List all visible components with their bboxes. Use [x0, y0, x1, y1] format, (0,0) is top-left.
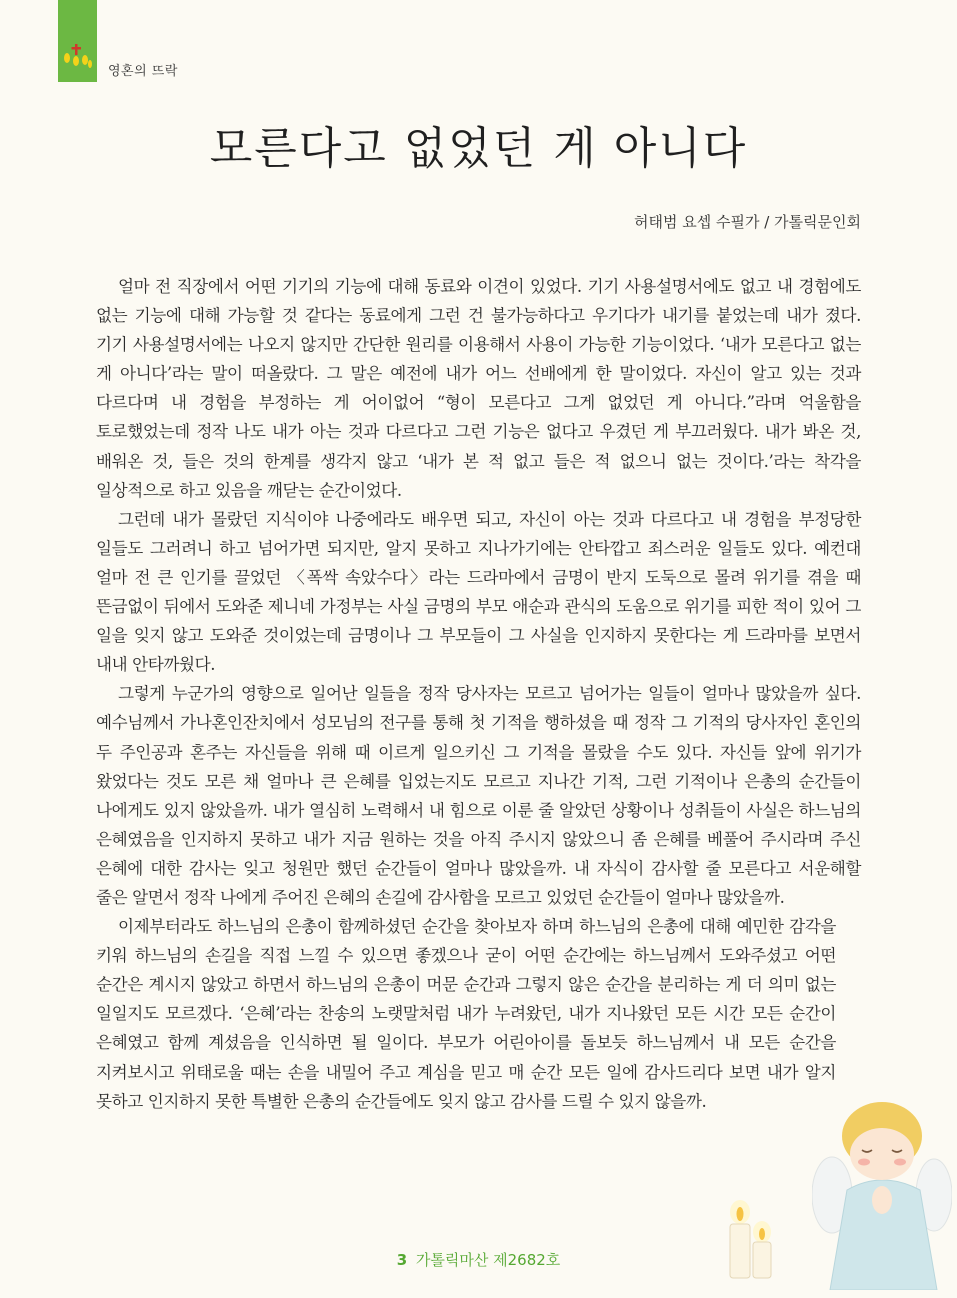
- publication-name: 가톨릭마산 제2682호: [415, 1251, 561, 1269]
- paragraph: 이제부터라도 하느님의 은총이 함께하셨던 순간을 찾아보자 하며 하느님의 은총에 대해 예민한 감각을 키워 하느님의 손길을 직접 느낄 수 있으면 좋겠으나 굳이 어떤 순간에는 하느님께서 도와주셨고 어떤 순간은 계시지 않았고 하면서 하느님의 은총이 머문 순간과 그렇지 않은 순간을 분리하는 게 더 의미 없는 일일지도 모르겠다. ‘은혜’라는 찬송의 노랫말처럼 내가 누려왔던, 내가 지나왔던 모든 시간 모든 순간이 은혜였고 함께 계셨음을 인식하면 될 일이다. 부모가 어린아이를 돌보듯 하느님께서 내 모든 순간을 지켜보시고 위태로울 때는 손을 내밀어 주고 계심을 믿고 매 순간 모든 일에 감사드리다 보면 내가 알지 못하고 인지하지 못한 특별한 은총의 순간들에도 잊지 않고 감사를 드릴 수 있지 않을까.: [96, 917, 836, 1111]
- page-title: 모른다고 없었던 게 아니다: [209, 123, 748, 174]
- page-number: 3: [396, 1251, 408, 1269]
- article-body: [96, 272, 861, 1116]
- paragraph: 그렇게 누군가의 영향으로 일어난 일들을 정작 당사자는 모르고 넘어가는 일들이 얼마나 많았을까 싶다. 예수님께서 가나혼인잔치에서 성모님의 전구를 통해 첫 기적을 행하셨을 때 정작 그 기적의 당사자인 혼인의 두 주인공과 혼주는 자신들을 위해 때 이르게 일으키신 그 기적을 몰랐을 수도 있다. 자신들 앞에 위기가 왔었다는 것도 모른 채 얼마나 큰 은혜를 입었는지도 모르고 지나간 기적, 그런 기적이나 은총의 순간들이 나에게도 있지 않았을까. 내가 열심히 노력해서 내 힘으로 이룬 줄 알았던 상황이나 성취들이 사실은 하느님의 은혜였음을 인지하지 못하고 내가 지금 원하는 것을 아직 주시지 않았으니 좀 은혜를 베풀어 주시라며 주신 은혜에 대한 감사는 잊고 청원만 했던 순간들이 얼마나 많았을까. 내 자식이 감사할 줄 모른다고 서운해할 줄은 알면서 정작 나에게 주어진 은혜의 손길에 감사함을 모르고 있었던 순간들이 얼마나 많았을까.: [96, 684, 861, 907]
- section-label: 영혼의 뜨락: [108, 64, 178, 79]
- paragraph: 그런데 내가 몰랐던 지식이야 나중에라도 배우면 되고, 자신이 아는 것과 다르다고 내 경험을 부정당한 일들도 그러려니 하고 넘어가면 되지만, 알지 못하고 지나가기에는 안타깝고 죄스러운 일들도 있다. 예컨대 얼마 전 큰 인기를 끌었던 〈폭싹 속았수다〉라는 드라마에서 금명이 반지 도둑으로 몰려 위기를 겪을 때 뜬금없이 뒤에서 도와준 제니네 가정부는 사실 금명의 부모 애순과 관식의 도움으로 위기를 피한 적이 있어 그 일을 잊지 않고 도와준 것이었는데 금명이나 그 부모들이 그 사실을 인지하지 못한다는 게 드라마를 보면서 내내 안타까웠다.: [96, 509, 861, 675]
- section-tab: [58, 0, 97, 82]
- leaf-cross-icon: [62, 44, 94, 72]
- author-byline: 허태범 요셉 수필가 / 가톨릭문인회: [634, 213, 861, 231]
- page-footer: [0, 1249, 957, 1270]
- paragraph: 얼마 전 직장에서 어떤 기기의 기능에 대해 동료와 이견이 있었다. 기기 사용설명서에도 없고 내 경험에도 없는 기능에 대해 가능할 것 같다는 동료에게 그런 건 불가능하다고 우기다가 내기를 붙었는데 내가 졌다. 기기 사용설명서에는 나오지 않지만 간단한 원리를 이용해서 사용이 가능한 기능이었다. ‘내가 모른다고 없는 게 아니다’라는 말이 떠올랐다. 그 말은 예전에 내가 어느 선배에게 한 말이었다. 자신이 알고 있는 것과 다르다며 내 경험을 부정하는 게 어이없어 “형이 모른다고 그게 없었던 게 아니다.”라며 억울함을 토로했었는데 정작 나도 내가 아는 것과 다르다고 그런 기능은 없다고 우겼던 게 부끄러웠다. 내가 봐온 것, 배워온 것, 들은 것의 한계를 생각지 않고 ‘내가 본 적 없고 들은 적 없으니 없는 것이다.’라는 착각을 일상적으로 하고 있음을 깨닫는 순간이었다.: [96, 277, 861, 500]
